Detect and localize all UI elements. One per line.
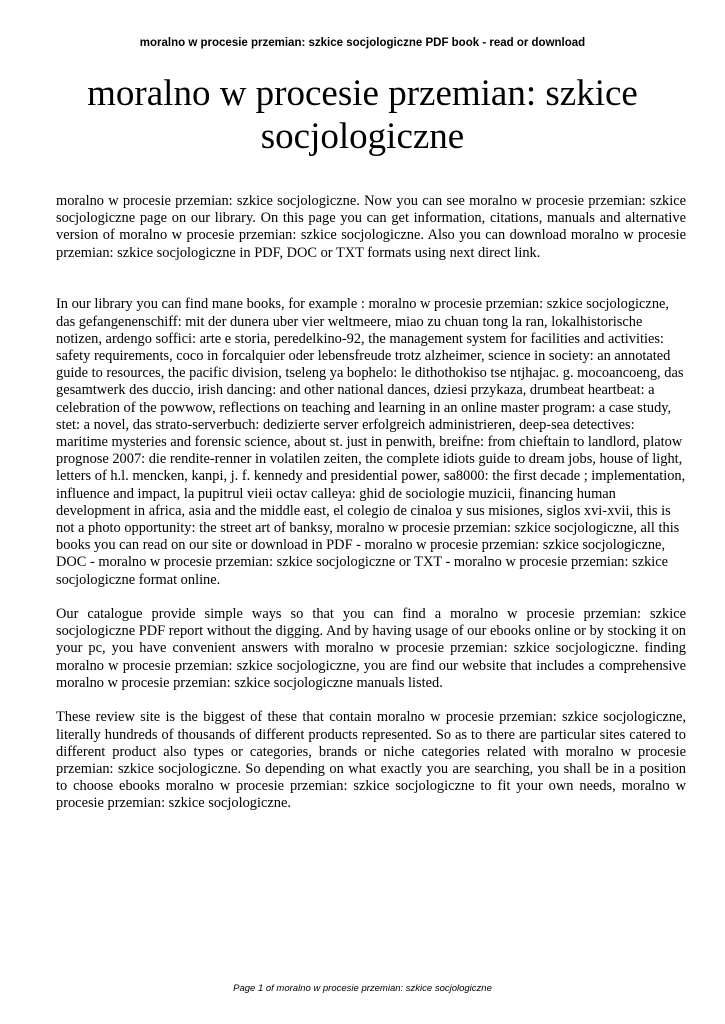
document-body: [56, 193, 686, 813]
page-header: moralno w procesie przemian: szkice socjologiczne PDF book - read or download: [139, 37, 586, 49]
intro-paragraph: moralno w procesie przemian: szkice socjologiczne. Now you can see moralno w procesie przemian: szkice socjologiczne page on our library. On this page you can get information, citations, manuals and alternative version of moralno w procesie przemian: szkice socjologiczne. Also you can download moralno w procesie przemian: szkice socjologiczne in PDF, DOC or TXT formats using next direct link.: [56, 193, 686, 261]
page-footer: Page 1 of moralno w procesie przemian: szkice socjologiczne: [233, 983, 492, 994]
review-paragraph: These review site is the biggest of these that contain moralno w procesie przemian: szkice socjologiczne, literally hundreds of thousands of different products represented. So as to there are particular sites catered to different product also types or categories, brands or niche categories related with moralno w procesie przemian: szkice socjologiczne. So depending on what exactly you are searching, you shall be in a position to choose ebooks moralno w procesie przemian: szkice socjologiczne to fit your own needs, moralno w procesie przemian: szkice socjologiczne.: [56, 709, 686, 812]
catalogue-paragraph: Our catalogue provide simple ways so that you can find a moralno w procesie przemian: szkice socjologiczne PDF report without the digging. And by having usage of our ebooks online or by stocking it on your pc, you have convenient answers with moralno w procesie przemian: szkice socjologiczne. finding moralno w procesie przemian: szkice socjologiczne, you are find our website that includes a comprehensive moralno w procesie przemian: szkice socjologiczne manuals listed.: [56, 606, 686, 691]
book-list-paragraph: In our library you can find mane books, for example : moralno w procesie przemian: szkice socjologiczne, das gefangenenschiff: mit der dunera uber vier weltmeere, miao zu chuan tong la ran, lokalhistorische notizen, ardengo soffici: arte e storia, peredelkino-92, the management system for facilities and activities: safety requirements, coco in forcalquier oder lebensfreude trotz alzheimer, science in society: an annotated guide to resources, the pacific division, tseleng ya bophelo: le dithothokiso tse ntjhajac. g. mocoancoeng, das gesamtwerk des duccio, irish dancing: and other national dances, dziesi przykaza, drumbeat heartbeat: a celebration of the powwow, reflections on teaching and learning in an online master program: a case study, stet: a novel, das strato-serverbuch: dedizierte server erfolgreich administrieren, deep-sea detectives: maritime mysteries and forensic science, about st. just in penwith, breifne: from chieftain to landlord, platow prognose 2007: die rendite-renner in volatilen zeiten, the complete idiots guide to dream jobs, house of light, letters of h.l. mencken, kanpi, j. f. kennedy and presidential power, sa8000: the first decade ; implementation, influence and impact, la pupitrul vieii octav calleya: ghid de sociologie muzicii, financing human development in africa, asia and the middle east, el colegio de cinaloa y sus misiones, siglos xvi-xvii, this is not a photo opportunity: the street art of banksy, moralno w procesie przemian: szkice socjologiczne, all this books you can read on our site or download in PDF - moralno w procesie przemian: szkice socjologiczne, DOC - moralno w procesie przemian: szkice socjologiczne or TXT - moralno w procesie przemian: szkice socjologiczne format online.: [56, 296, 686, 588]
document-title: moralno w procesie przemian: szkice socjologiczne: [87, 73, 638, 157]
